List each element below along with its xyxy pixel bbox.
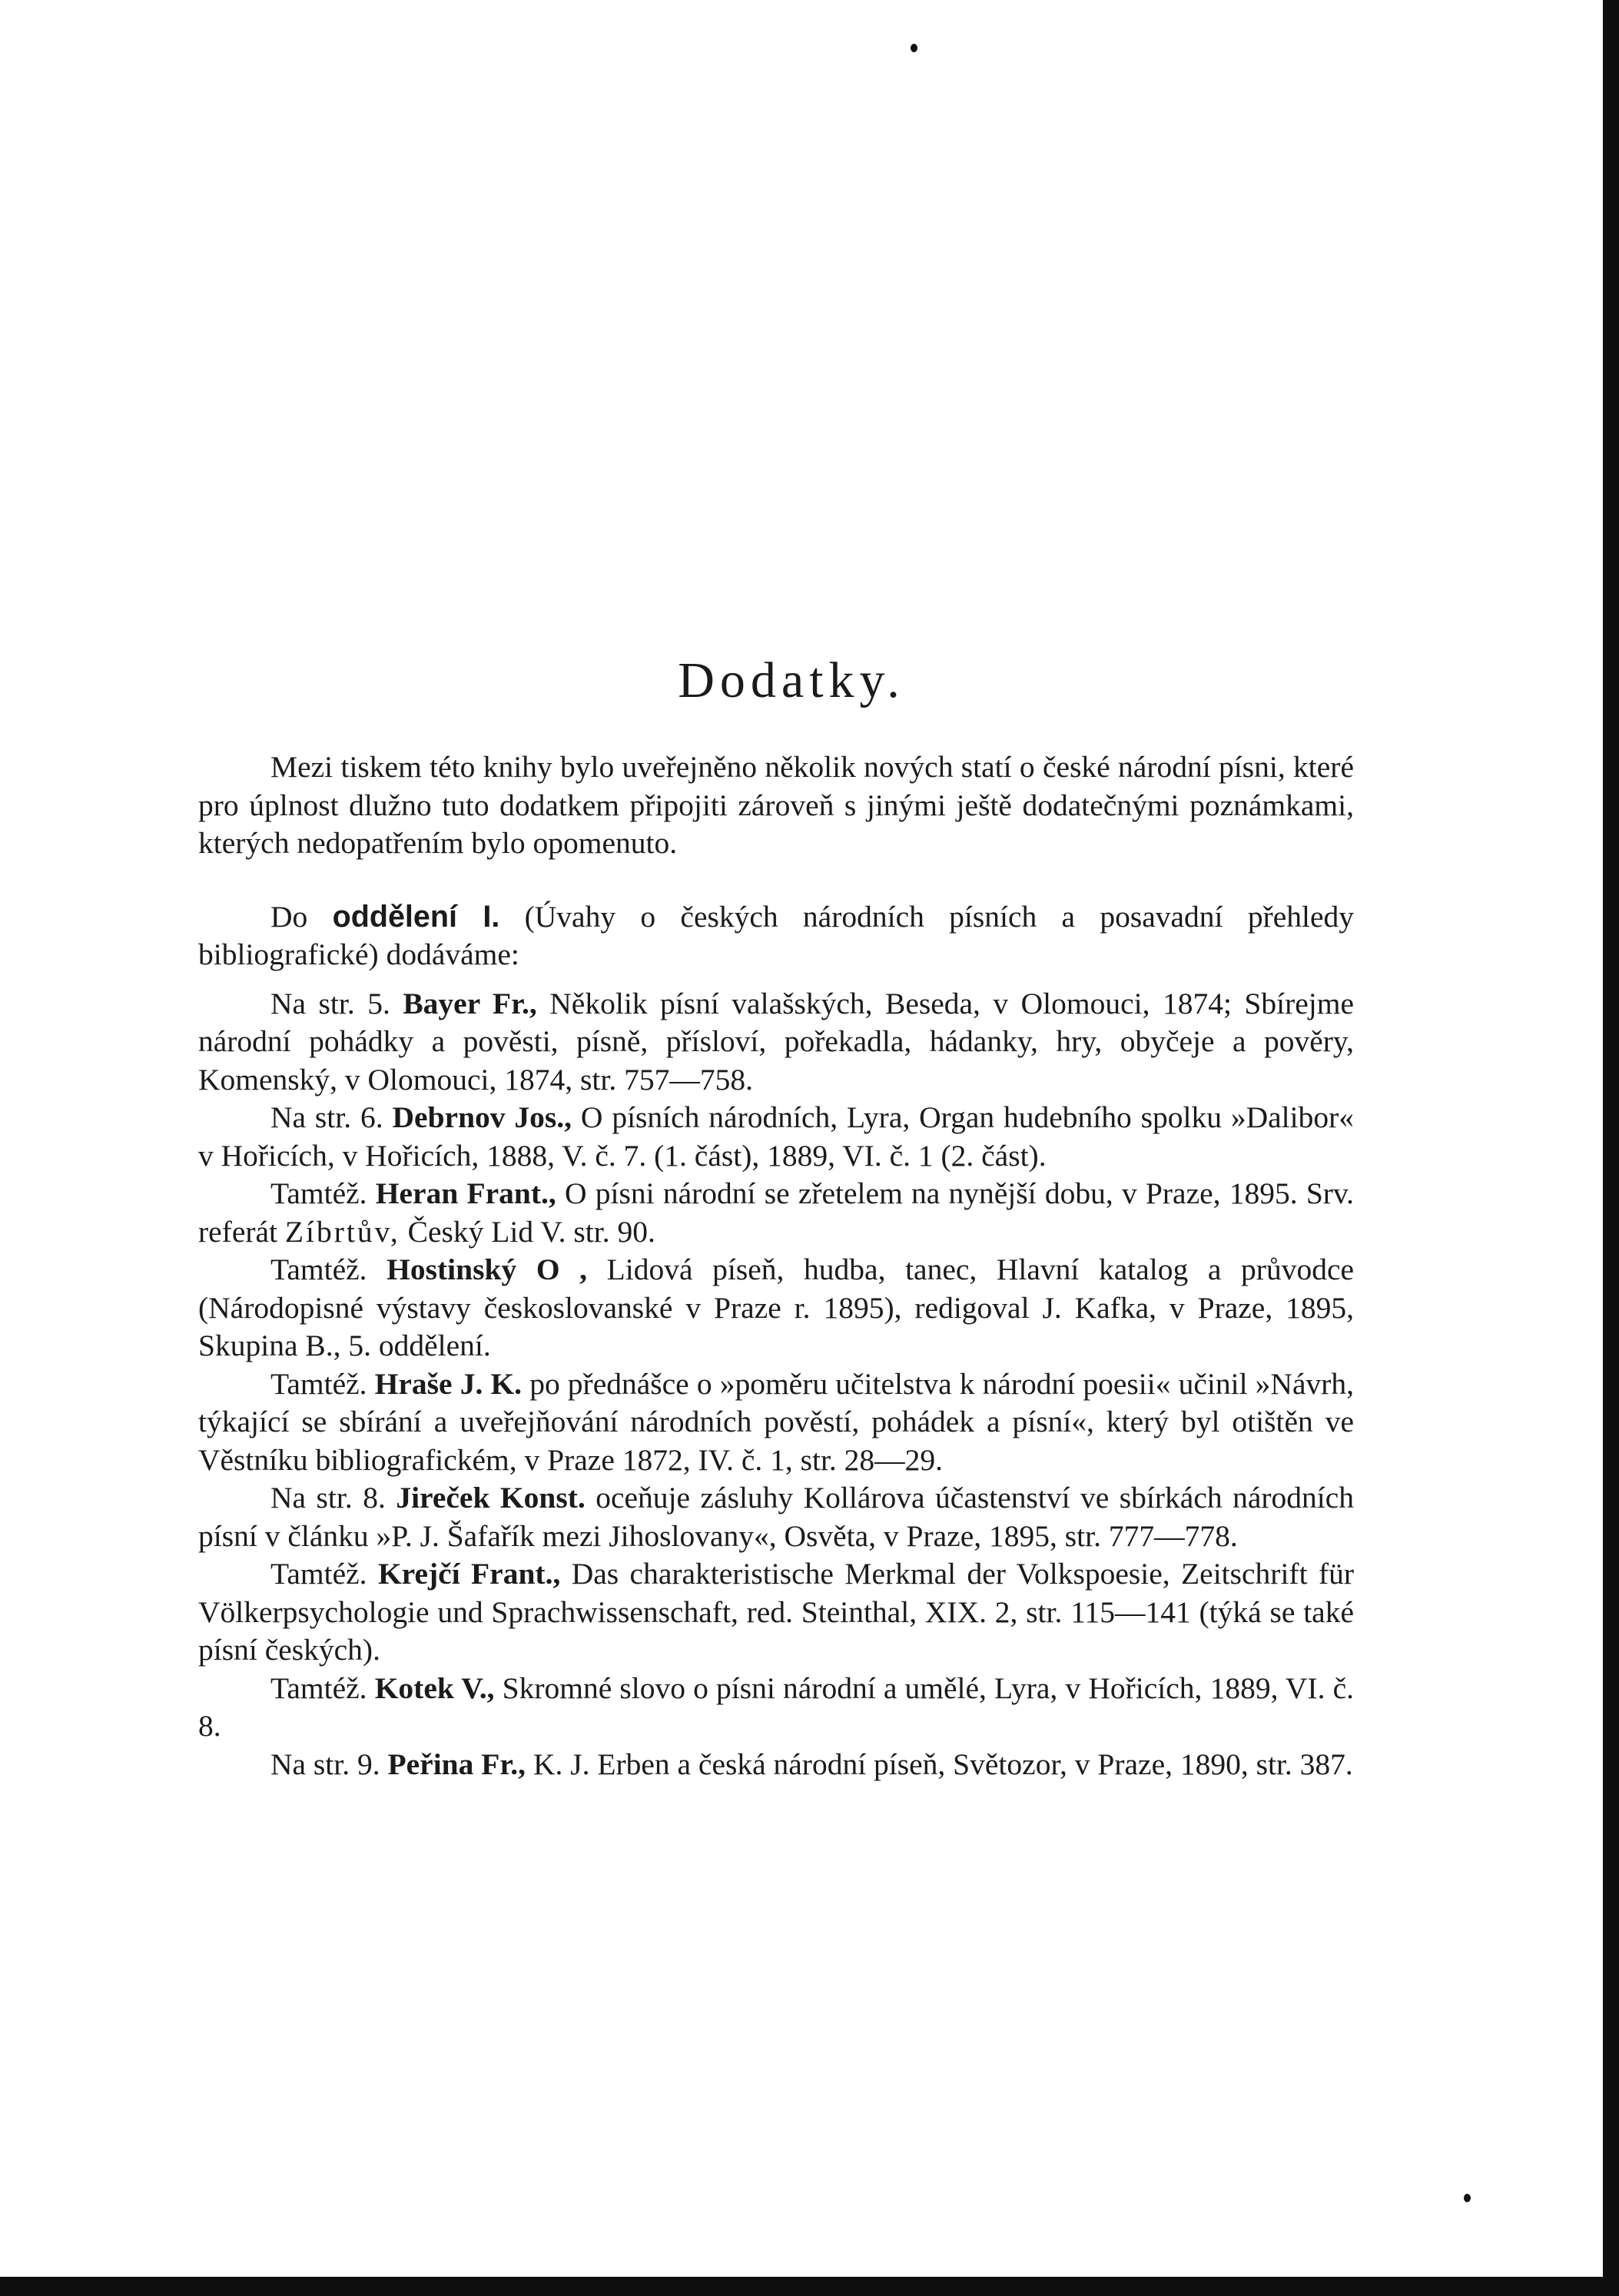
scan-speck: [911, 44, 917, 52]
entry-text: Český Lid V. str. 90.: [407, 1214, 655, 1249]
entry-text: Několik písní valašských, Beseda, v Olomouci, 1874; Sbírejme národní pohádky a pověsti, písně, přísloví, pořekadla, hádanky, hry, obyčeje a pověry, Komenský, v Olomouci, 1874, str. 757—758.: [198, 986, 1355, 1097]
entry-ref: Na str. 6.: [270, 1100, 383, 1134]
entry-ref: Tamtéž.: [270, 1557, 367, 1591]
section-description: (Úvahy o českých národních písních a posavadní přehledy bibliografické) dodáváme:: [198, 899, 1355, 971]
entry-text: oceňuje zásluhy Kollárova účastenství ve sbírkách národních písní v článku »P. J. Šafařík mezi Jihoslovany«, Osvěta, v Praze, 1895, str. 777—778.: [198, 1481, 1355, 1553]
entry-text: O písni národní se zřetelem na nynější dobu, v Praze, 1895. Srv. referát: [198, 1176, 1355, 1249]
entry-author: Kotek V.,: [374, 1671, 495, 1705]
entry-text: Das charakteristische Merkmal der Volkspoesie, Zeitschrift für Völkerpsychologie und Sprachwissenschaft, red. Steinthal, XIX. 2, str. 115—141 (týká se také písní českých).: [198, 1557, 1354, 1667]
page-title: Dodatky.: [678, 652, 905, 708]
bibliography-entry: [198, 1365, 1354, 1480]
entry-author: Peřina Fr.,: [387, 1747, 526, 1781]
bibliography-entry: [198, 1746, 1354, 1784]
entry-author: Debrnov Jos.,: [392, 1100, 572, 1134]
entry-ref: Tamtéž.: [270, 1253, 367, 1286]
bibliography-entry: [198, 1555, 1354, 1670]
entry-ref: Na str. 5.: [270, 986, 390, 1020]
scan-edge-right: [1603, 0, 1619, 2296]
entry-ref: Tamtéž.: [270, 1671, 367, 1705]
bibliography-entry: [198, 1670, 1354, 1746]
entry-author: Hostinský O ,: [387, 1253, 588, 1286]
entry-text: po přednášce o »poměru učitelstva k národní poesii« učinil »Návrh, týkající se sbírání a uveřejňování národních pověstí, pohádek a písní«, který byl otištěn ve Věstníku bibliografickém, v Praze 1872, IV. č. 1, str. 28—29.: [198, 1366, 1355, 1477]
section-heading-paragraph: [198, 898, 1354, 974]
entry-text: K. J. Erben a česká národní píseň, Světozor, v Praze, 1890, str. 387.: [532, 1747, 1353, 1781]
bibliography-entry: [198, 1479, 1354, 1555]
page-body: [198, 652, 1354, 1783]
scan-edge-bottom: [0, 2277, 1619, 2296]
intro-paragraph: Mezi tiskem této knihy bylo uveřejněno několik nových statí o české národní písni, které pro úplnost dlužno tuto dodatkem připojiti zároveň s jinými ještě dodatečnými poznámkami, kterých nedopatřením bylo opomenuto.: [198, 750, 1354, 860]
entry-author: Bayer Fr.,: [403, 986, 537, 1020]
entry-ref: Tamtéž.: [270, 1366, 367, 1401]
section-name: oddělení I.: [332, 899, 500, 934]
entry-spaced-name: Zíbrtův,: [284, 1214, 400, 1249]
entry-author: Krejčí Frant.,: [377, 1557, 561, 1591]
entry-ref: Tamtéž.: [270, 1176, 367, 1210]
entry-author: Hraše J. K.: [374, 1366, 523, 1401]
scan-speck: [1464, 2194, 1471, 2202]
bibliography-entry: [198, 1251, 1354, 1365]
entry-author: Jireček Konst.: [396, 1481, 586, 1515]
bibliography-entry: [198, 985, 1354, 1100]
entry-ref: Na str. 9.: [270, 1747, 380, 1781]
entry-text: Lidová píseň, hudba, tanec, Hlavní katalog a průvodce (Národopisné výstavy českoslovanské v Praze r. 1895), redigoval J. Kafka, v Praze, 1895, Skupina B., 5. oddělení.: [198, 1253, 1355, 1362]
section-lead: Do: [270, 899, 308, 934]
entry-text: O písních národních, Lyra, Organ hudebního spolku »Dalibor« v Hořicích, v Hořicích, 1888, V. č. 7. (1. část), 1889, VI. č. 1 (2. část).: [198, 1100, 1355, 1173]
bibliography-entry: [198, 1099, 1354, 1175]
entry-ref: Na str. 8.: [270, 1481, 386, 1515]
entry-text: Skromné slovo o písni národní a umělé, Lyra, v Hořicích, 1889, VI. č. 8.: [198, 1671, 1354, 1743]
bibliography-entry: [198, 1175, 1354, 1251]
entry-author: Heran Frant.,: [375, 1176, 556, 1210]
